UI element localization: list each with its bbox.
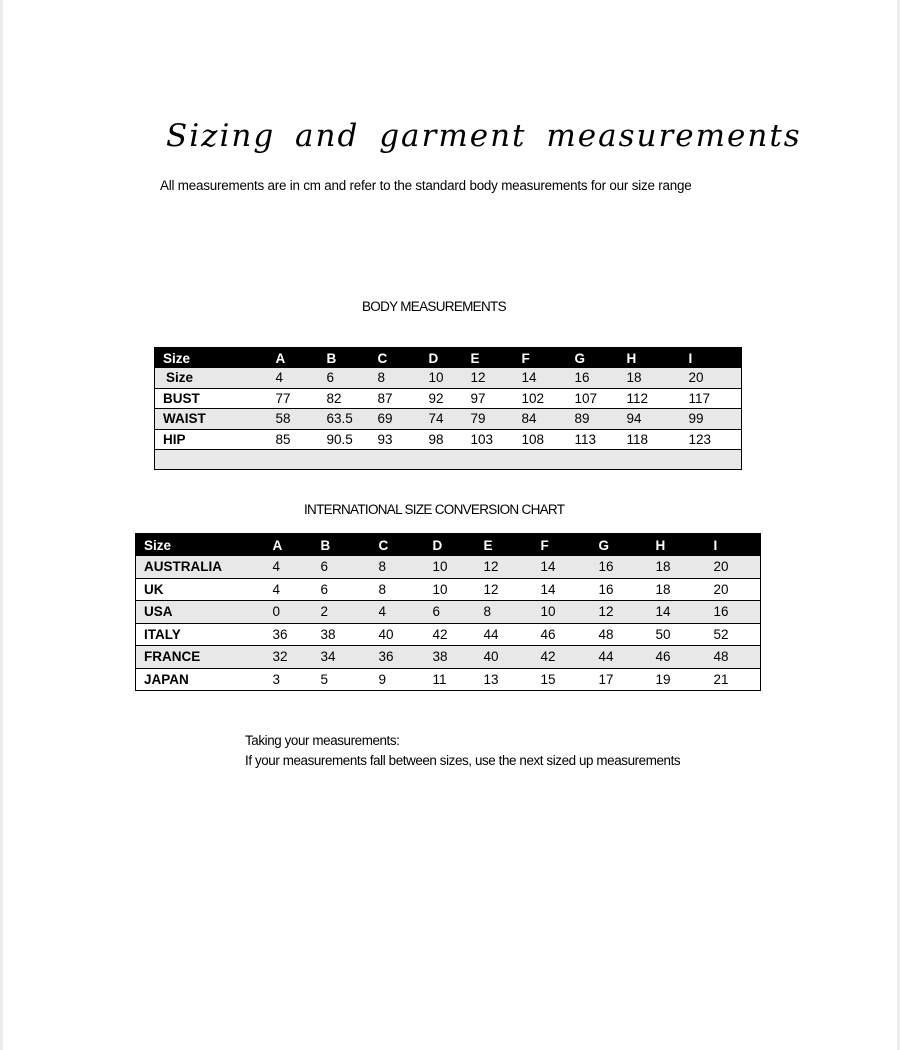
table-cell: 10 <box>421 368 463 388</box>
table-cell: 82 <box>319 388 370 409</box>
row-label: UK <box>136 578 265 601</box>
table-cell: 8 <box>371 556 425 578</box>
table-cell: 118 <box>619 429 681 450</box>
table-cell: 4 <box>265 578 313 601</box>
table-cell: 50 <box>648 623 706 646</box>
table-cell: 97 <box>463 388 514 409</box>
table-cell: 20 <box>681 368 742 388</box>
table-cell: 32 <box>265 646 313 669</box>
table-cell: 77 <box>268 388 319 409</box>
table-cell: 84 <box>514 409 567 430</box>
table-cell: 14 <box>514 368 567 388</box>
table-cell: 6 <box>425 601 476 624</box>
table-cell: 79 <box>463 409 514 430</box>
empty-table-row <box>155 450 742 470</box>
table-cell: 10 <box>425 556 476 578</box>
table-cell: 108 <box>514 429 567 450</box>
table-cell: 8 <box>476 601 533 624</box>
table-cell: 85 <box>268 429 319 450</box>
header-cell: E <box>463 348 514 369</box>
table-cell: 6 <box>313 556 371 578</box>
header-cell: F <box>533 534 591 557</box>
table-cell: 99 <box>681 409 742 430</box>
table-row <box>136 668 761 691</box>
table-cell: 40 <box>371 623 425 646</box>
table-cell: 6 <box>319 368 370 388</box>
header-cell: C <box>371 534 425 557</box>
table-cell: 17 <box>591 668 648 691</box>
table-cell: 16 <box>706 601 761 624</box>
table-cell: 74 <box>421 409 463 430</box>
table-cell: 15 <box>533 668 591 691</box>
table-cell: 48 <box>706 646 761 669</box>
table-cell: 21 <box>706 668 761 691</box>
table-cell: 89 <box>567 409 619 430</box>
header-cell: B <box>319 348 370 369</box>
header-cell: H <box>619 348 681 369</box>
document-page <box>3 0 897 1050</box>
table-cell: 5 <box>313 668 371 691</box>
table-row <box>136 646 761 669</box>
row-label: BUST <box>155 388 268 409</box>
table-cell: 92 <box>421 388 463 409</box>
table-cell: 123 <box>681 429 742 450</box>
table-cell: 36 <box>371 646 425 669</box>
table-cell: 103 <box>463 429 514 450</box>
header-cell: A <box>268 348 319 369</box>
header-cell: A <box>265 534 313 557</box>
header-cell: F <box>514 348 567 369</box>
header-cell: E <box>476 534 533 557</box>
table-cell: 19 <box>648 668 706 691</box>
table-cell: 69 <box>370 409 421 430</box>
table-cell: 4 <box>268 368 319 388</box>
header-cell: C <box>370 348 421 369</box>
table-cell: 46 <box>533 623 591 646</box>
table-row <box>136 623 761 646</box>
table-cell: 0 <box>265 601 313 624</box>
table-cell: 113 <box>567 429 619 450</box>
table-cell: 8 <box>371 578 425 601</box>
header-cell: G <box>591 534 648 557</box>
table-cell: 14 <box>533 578 591 601</box>
header-cell: I <box>706 534 761 557</box>
measurement-note-heading: Taking your measurements: <box>245 733 400 748</box>
table-cell: 20 <box>706 578 761 601</box>
row-label: USA <box>136 601 265 624</box>
table-cell: 63.5 <box>319 409 370 430</box>
table-cell: 11 <box>425 668 476 691</box>
body-measurements-table <box>154 347 742 470</box>
table-row <box>136 578 761 601</box>
table-cell: 13 <box>476 668 533 691</box>
table-cell: 90.5 <box>319 429 370 450</box>
header-cell: Size <box>136 534 265 557</box>
header-cell: Size <box>155 348 268 369</box>
table-header-row <box>155 348 742 369</box>
table-cell: 10 <box>533 601 591 624</box>
table-cell: 20 <box>706 556 761 578</box>
header-cell: H <box>648 534 706 557</box>
table-cell: 102 <box>514 388 567 409</box>
international-conversion-table <box>135 533 761 691</box>
table-cell: 2 <box>313 601 371 624</box>
table-cell: 18 <box>648 556 706 578</box>
table-cell: 4 <box>265 556 313 578</box>
page-subtitle: All measurements are in cm and refer to the standard body measurements for our size range <box>160 178 692 193</box>
row-label: AUSTRALIA <box>136 556 265 578</box>
table-cell: 52 <box>706 623 761 646</box>
table-cell: 12 <box>476 578 533 601</box>
row-label: Size <box>155 368 268 388</box>
row-label: JAPAN <box>136 668 265 691</box>
table-cell: 12 <box>476 556 533 578</box>
table-cell: 16 <box>591 578 648 601</box>
table-cell: 12 <box>591 601 648 624</box>
row-label: ITALY <box>136 623 265 646</box>
table-cell: 93 <box>370 429 421 450</box>
table-cell: 58 <box>268 409 319 430</box>
table-cell: 18 <box>648 578 706 601</box>
table-cell: 46 <box>648 646 706 669</box>
table-cell: 36 <box>265 623 313 646</box>
table-cell: 4 <box>371 601 425 624</box>
international-conversion-heading: INTERNATIONAL SIZE CONVERSION CHART <box>304 502 565 517</box>
body-measurements-heading: BODY MEASUREMENTS <box>362 299 506 314</box>
measurement-note-text: If your measurements fall between sizes, use the next sized up measurements <box>245 753 681 768</box>
table-cell: 40 <box>476 646 533 669</box>
table-cell: 12 <box>463 368 514 388</box>
table-cell: 107 <box>567 388 619 409</box>
row-label: FRANCE <box>136 646 265 669</box>
table-cell: 3 <box>265 668 313 691</box>
row-label: HIP <box>155 429 268 450</box>
header-cell: G <box>567 348 619 369</box>
table-row <box>155 388 742 409</box>
table-cell: 18 <box>619 368 681 388</box>
header-cell: D <box>421 348 463 369</box>
table-cell: 44 <box>476 623 533 646</box>
table-cell: 87 <box>370 388 421 409</box>
table-cell: 38 <box>425 646 476 669</box>
table-cell: 16 <box>567 368 619 388</box>
table-cell: 48 <box>591 623 648 646</box>
row-label: WAIST <box>155 409 268 430</box>
page-title: Sizing and garment measurements <box>166 118 802 154</box>
table-cell: 112 <box>619 388 681 409</box>
header-cell: D <box>425 534 476 557</box>
table-cell: 38 <box>313 623 371 646</box>
table-cell: 14 <box>648 601 706 624</box>
table-cell: 42 <box>425 623 476 646</box>
table-row <box>155 368 742 388</box>
table-cell: 14 <box>533 556 591 578</box>
empty-cell <box>155 450 742 470</box>
table-cell: 34 <box>313 646 371 669</box>
table-header-row <box>136 534 761 557</box>
table-cell: 9 <box>371 668 425 691</box>
table-cell: 8 <box>370 368 421 388</box>
table-row <box>136 601 761 624</box>
table-cell: 98 <box>421 429 463 450</box>
table-cell: 16 <box>591 556 648 578</box>
table-cell: 94 <box>619 409 681 430</box>
header-cell: I <box>681 348 742 369</box>
table-row <box>155 429 742 450</box>
table-row <box>136 556 761 578</box>
table-cell: 6 <box>313 578 371 601</box>
header-cell: B <box>313 534 371 557</box>
table-cell: 117 <box>681 388 742 409</box>
table-row <box>155 409 742 430</box>
table-cell: 42 <box>533 646 591 669</box>
table-cell: 10 <box>425 578 476 601</box>
table-cell: 44 <box>591 646 648 669</box>
